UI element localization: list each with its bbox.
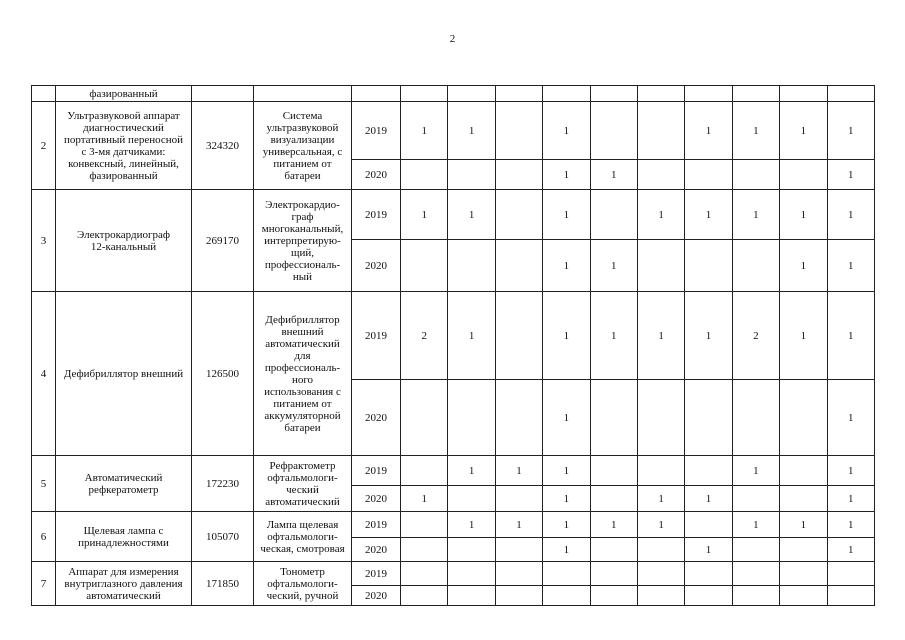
quantity-cell: 1 [780, 240, 827, 292]
quantity-cell: 1 [448, 512, 495, 538]
equipment-name-cell: Ультразвуковой аппарат диагностический портативный переносной с 3-мя датчиками: конвексный, линейный, фазированный [56, 102, 192, 190]
quantity-cell: 1 [495, 456, 542, 486]
quantity-cell [637, 538, 684, 562]
quantity-cell: 1 [732, 512, 779, 538]
quantity-cell: 1 [590, 292, 637, 380]
quantity-cell [543, 562, 590, 586]
quantity-cell: 1 [590, 240, 637, 292]
quantity-cell [401, 562, 448, 586]
quantity-cell: 1 [732, 190, 779, 240]
quantity-cell [780, 562, 827, 586]
quantity-cell [732, 538, 779, 562]
quantity-cell [780, 486, 827, 512]
quantity-cell [590, 538, 637, 562]
quantity-cell [732, 380, 779, 456]
quantity-cell [637, 240, 684, 292]
quantity-cell: 1 [827, 380, 874, 456]
quantity-cell: 1 [827, 538, 874, 562]
classification-cell: Лампа щелевая офтальмологи- ческая, смотровая [254, 512, 352, 562]
classification-cell: Дефибриллятор внешний автоматический для профессиональ- ного использования с питанием от аккумуляторной батареи [254, 292, 352, 456]
quantity-cell [827, 586, 874, 606]
quantity-cell: 1 [543, 380, 590, 456]
quantity-cell [495, 190, 542, 240]
quantity-cell [637, 160, 684, 190]
quantity-cell: 1 [827, 292, 874, 380]
quantity-cell: 1 [543, 240, 590, 292]
quantity-cell [495, 538, 542, 562]
quantity-cell [448, 240, 495, 292]
code-cell: 105070 [192, 512, 254, 562]
equipment-name-cell: Щелевая лампа с принадлежностями [56, 512, 192, 562]
quantity-cell [401, 512, 448, 538]
quantity-cell: 1 [543, 456, 590, 486]
year-cell: 2019 [352, 292, 401, 380]
row-number-cell: 4 [32, 292, 56, 456]
quantity-cell: 1 [685, 486, 732, 512]
quantity-cell: 1 [780, 512, 827, 538]
quantity-cell: 1 [590, 512, 637, 538]
quantity-cell: 1 [780, 292, 827, 380]
carry-no-cell [32, 86, 56, 102]
quantity-cell: 1 [827, 486, 874, 512]
quantity-cell: 1 [685, 190, 732, 240]
quantity-cell [448, 562, 495, 586]
quantity-cell: 1 [543, 512, 590, 538]
quantity-cell: 1 [543, 292, 590, 380]
table-row [32, 562, 875, 586]
quantity-cell [685, 586, 732, 606]
carry-name-cell: фазированный [56, 86, 192, 102]
quantity-cell [543, 586, 590, 606]
code-cell: 324320 [192, 102, 254, 190]
quantity-cell: 1 [448, 190, 495, 240]
quantity-cell: 1 [401, 486, 448, 512]
quantity-cell [732, 160, 779, 190]
quantity-cell [401, 240, 448, 292]
quantity-cell: 1 [448, 456, 495, 486]
quantity-cell [590, 562, 637, 586]
quantity-cell [732, 562, 779, 586]
quantity-cell: 1 [685, 292, 732, 380]
equipment-table [31, 85, 875, 606]
quantity-cell [590, 586, 637, 606]
quantity-cell [780, 538, 827, 562]
year-cell: 2019 [352, 102, 401, 160]
quantity-cell [448, 538, 495, 562]
quantity-cell [732, 486, 779, 512]
table-row [32, 190, 875, 240]
quantity-cell: 1 [827, 190, 874, 240]
classification-cell: Электрокардио- граф многоканальный, интерпретирую- щий, профессиональ- ный [254, 190, 352, 292]
quantity-cell: 1 [827, 160, 874, 190]
year-cell: 2020 [352, 160, 401, 190]
quantity-cell [780, 160, 827, 190]
quantity-cell [401, 538, 448, 562]
year-cell: 2019 [352, 512, 401, 538]
quantity-cell [495, 586, 542, 606]
quantity-cell: 1 [780, 190, 827, 240]
quantity-cell: 2 [401, 292, 448, 380]
quantity-cell: 1 [827, 102, 874, 160]
quantity-cell [495, 160, 542, 190]
quantity-cell: 1 [827, 456, 874, 486]
year-cell: 2019 [352, 456, 401, 486]
quantity-cell [495, 292, 542, 380]
quantity-cell: 1 [780, 102, 827, 160]
code-cell: 171850 [192, 562, 254, 606]
quantity-cell [590, 456, 637, 486]
quantity-cell: 1 [543, 160, 590, 190]
quantity-cell [637, 586, 684, 606]
quantity-cell: 1 [448, 102, 495, 160]
quantity-cell [590, 102, 637, 160]
quantity-cell: 1 [543, 190, 590, 240]
code-cell: 269170 [192, 190, 254, 292]
quantity-cell: 1 [495, 512, 542, 538]
quantity-cell [685, 456, 732, 486]
quantity-cell: 1 [732, 456, 779, 486]
quantity-cell [637, 456, 684, 486]
year-cell: 2020 [352, 486, 401, 512]
table-row [32, 102, 875, 160]
quantity-cell [401, 456, 448, 486]
classification-cell: Система ультразвуковой визуализации универсальная, с питанием от батареи [254, 102, 352, 190]
quantity-cell [448, 160, 495, 190]
quantity-cell: 1 [543, 102, 590, 160]
quantity-cell: 2 [732, 292, 779, 380]
quantity-cell [448, 486, 495, 512]
quantity-cell [827, 562, 874, 586]
quantity-cell [448, 586, 495, 606]
year-cell: 2019 [352, 562, 401, 586]
equipment-name-cell: Автоматический рефкератометр [56, 456, 192, 512]
quantity-cell [495, 240, 542, 292]
quantity-cell [685, 160, 732, 190]
quantity-cell: 1 [827, 512, 874, 538]
quantity-cell [732, 240, 779, 292]
quantity-cell: 1 [637, 512, 684, 538]
quantity-cell [685, 240, 732, 292]
code-cell: 172230 [192, 456, 254, 512]
quantity-cell [495, 486, 542, 512]
quantity-cell [732, 586, 779, 606]
table-row [32, 456, 875, 486]
quantity-cell [495, 380, 542, 456]
quantity-cell: 1 [590, 160, 637, 190]
quantity-cell: 1 [685, 102, 732, 160]
table-row [32, 292, 875, 380]
carry-over-row [32, 86, 875, 102]
quantity-cell [780, 456, 827, 486]
year-cell: 2020 [352, 538, 401, 562]
quantity-cell [495, 562, 542, 586]
quantity-cell [590, 380, 637, 456]
quantity-cell: 1 [543, 538, 590, 562]
quantity-cell [685, 512, 732, 538]
row-number-cell: 5 [32, 456, 56, 512]
equipment-name-cell: Дефибриллятор внешний [56, 292, 192, 456]
quantity-cell [685, 562, 732, 586]
quantity-cell [637, 562, 684, 586]
year-cell: 2020 [352, 380, 401, 456]
equipment-name-cell: Электрокардиограф 12-канальный [56, 190, 192, 292]
quantity-cell [590, 486, 637, 512]
quantity-cell: 1 [685, 538, 732, 562]
row-number-cell: 7 [32, 562, 56, 606]
quantity-cell [780, 586, 827, 606]
year-cell: 2020 [352, 586, 401, 606]
quantity-cell [448, 380, 495, 456]
quantity-cell: 1 [732, 102, 779, 160]
quantity-cell [401, 586, 448, 606]
quantity-cell: 1 [401, 102, 448, 160]
code-cell: 126500 [192, 292, 254, 456]
quantity-cell [780, 380, 827, 456]
equipment-name-cell: Аппарат для измерения внутриглазного давления автоматический [56, 562, 192, 606]
quantity-cell [401, 160, 448, 190]
quantity-cell: 1 [401, 190, 448, 240]
quantity-cell: 1 [637, 486, 684, 512]
quantity-cell: 1 [827, 240, 874, 292]
row-number-cell: 6 [32, 512, 56, 562]
quantity-cell [590, 190, 637, 240]
row-number-cell: 3 [32, 190, 56, 292]
quantity-cell: 1 [637, 292, 684, 380]
quantity-cell: 1 [637, 190, 684, 240]
quantity-cell: 1 [448, 292, 495, 380]
classification-cell: Рефрактометр офтальмологи- ческий автоматический [254, 456, 352, 512]
quantity-cell [637, 380, 684, 456]
year-cell: 2019 [352, 190, 401, 240]
year-cell: 2020 [352, 240, 401, 292]
quantity-cell [637, 102, 684, 160]
quantity-cell [401, 380, 448, 456]
page-number: 2 [449, 33, 456, 45]
quantity-cell [495, 102, 542, 160]
row-number-cell: 2 [32, 102, 56, 190]
quantity-cell [685, 380, 732, 456]
table-row [32, 512, 875, 538]
classification-cell: Тонометр офтальмологи- ческий, ручной [254, 562, 352, 606]
quantity-cell: 1 [543, 486, 590, 512]
